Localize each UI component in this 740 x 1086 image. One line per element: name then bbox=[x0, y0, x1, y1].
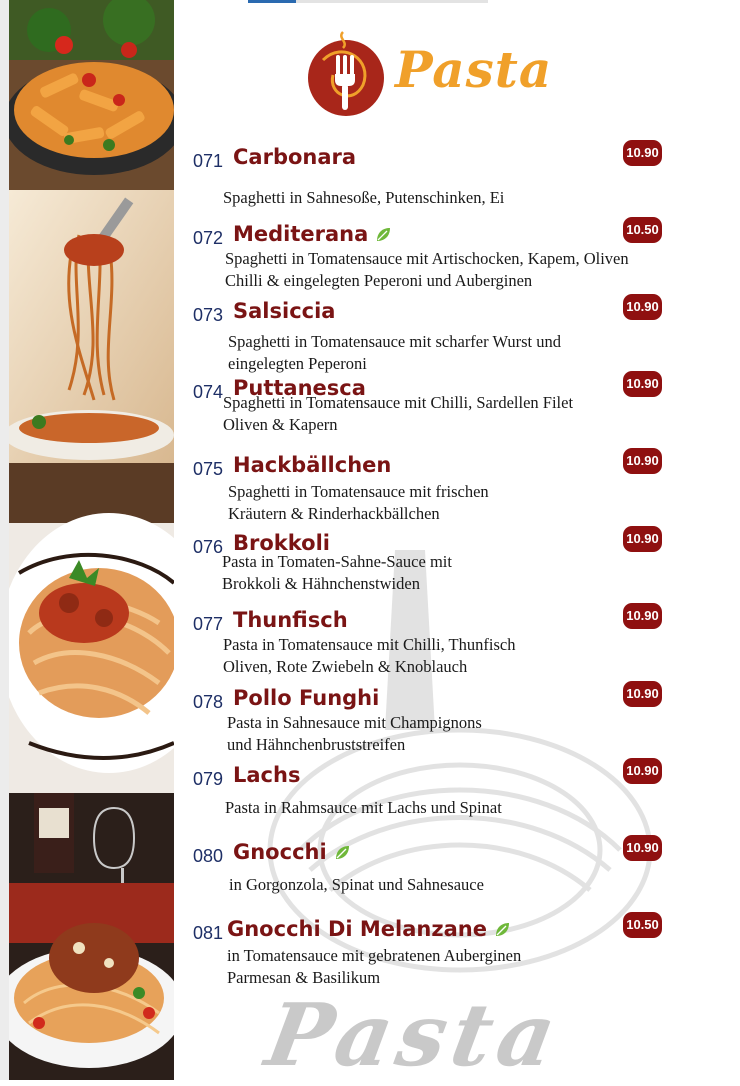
price-badge: 10.90 bbox=[623, 681, 662, 707]
price-badge: 10.50 bbox=[623, 912, 662, 938]
description-line: Pasta in Rahmsauce mit Lachs und Spinat bbox=[225, 798, 502, 817]
description-line: Pasta in Tomaten-Sahne-Sauce mit bbox=[222, 552, 452, 571]
description-line: eingelegten Peperoni bbox=[228, 354, 367, 373]
price-badge: 10.50 bbox=[623, 217, 662, 243]
menu-item bbox=[193, 686, 673, 754]
menu-item bbox=[193, 763, 673, 817]
item-name bbox=[233, 840, 351, 864]
price-badge: 10.90 bbox=[623, 140, 662, 166]
item-name-text: Brokkoli bbox=[233, 531, 330, 555]
item-name bbox=[233, 763, 300, 787]
item-name-text: Lachs bbox=[233, 763, 301, 787]
price-badge: 10.90 bbox=[623, 371, 662, 397]
item-number: 071 bbox=[193, 151, 224, 171]
price-badge: 10.90 bbox=[623, 448, 662, 474]
item-description bbox=[225, 797, 665, 819]
item-number: 080 bbox=[193, 846, 224, 866]
watermark-text: Pasta bbox=[259, 985, 569, 1086]
item-description bbox=[228, 481, 668, 525]
item-number: 076 bbox=[193, 537, 224, 557]
menu-header bbox=[303, 20, 573, 126]
item-number: 077 bbox=[193, 614, 224, 634]
item-name bbox=[227, 917, 511, 941]
item-number: 073 bbox=[193, 305, 224, 325]
item-name bbox=[233, 222, 392, 246]
description-line: Brokkoli & Hähnchenstwiden bbox=[222, 574, 420, 593]
menu-item bbox=[193, 840, 673, 894]
item-number: 072 bbox=[193, 228, 224, 248]
item-name bbox=[233, 453, 391, 477]
menu-item-header bbox=[193, 840, 673, 870]
tagliatelle-photo bbox=[9, 463, 174, 793]
leaf-icon bbox=[493, 921, 511, 939]
price-badge: 10.90 bbox=[623, 758, 662, 784]
menu-item bbox=[193, 299, 673, 373]
item-number: 079 bbox=[193, 769, 224, 789]
description-line: Oliven & Kapern bbox=[223, 415, 338, 434]
price-badge: 10.90 bbox=[623, 526, 662, 552]
menu-item-header bbox=[193, 917, 673, 947]
item-name bbox=[233, 145, 356, 169]
description-line: Spaghetti in Sahnesoße, Putenschinken, Ei bbox=[223, 188, 505, 207]
description-line: Oliven, Rote Zwiebeln & Knoblauch bbox=[223, 657, 468, 676]
description-line: Parmesan & Basilikum bbox=[227, 968, 381, 987]
page-title: Pasta bbox=[395, 40, 553, 99]
description-line: Kräutern & Rinderhackbällchen bbox=[228, 504, 440, 523]
item-description bbox=[223, 634, 663, 678]
description-line: in Gorgonzola, Spinat und Sahnesauce bbox=[229, 875, 484, 894]
description-line: Spaghetti in Tomatensauce mit Chilli, Sardellen Filet bbox=[223, 393, 574, 412]
description-line: Pasta in Sahnesauce mit Champignons bbox=[227, 713, 482, 732]
item-description bbox=[223, 392, 663, 436]
description-line: Spaghetti in Tomatensauce mit scharfer Wurst und bbox=[228, 332, 561, 351]
item-description bbox=[222, 551, 662, 595]
item-description bbox=[223, 187, 663, 209]
item-name-text: Thunfisch bbox=[233, 608, 348, 632]
item-number: 074 bbox=[193, 382, 224, 402]
menu-item bbox=[193, 222, 673, 290]
item-name bbox=[233, 608, 348, 632]
item-name-text: Puttanesca bbox=[233, 376, 366, 400]
description-line: Spaghetti in Tomatensauce mit Artischocken, Kapem, Oliven bbox=[225, 249, 629, 268]
spaghetti-fork-photo bbox=[9, 190, 174, 463]
leaf-icon bbox=[333, 844, 351, 862]
menu-item bbox=[193, 531, 673, 593]
description-line: Spaghetti in Tomatensauce mit frischen bbox=[228, 482, 489, 501]
item-description bbox=[229, 874, 669, 896]
menu-item-header bbox=[193, 453, 673, 483]
menu-item-header bbox=[193, 145, 673, 175]
item-name-text: Gnocchi Di Melanzane bbox=[227, 917, 487, 941]
item-name-text: Gnocchi bbox=[233, 840, 327, 864]
item-name-text: Pollo Funghi bbox=[233, 686, 380, 710]
page-edge bbox=[0, 0, 9, 1080]
menu-item bbox=[193, 608, 673, 676]
menu-item bbox=[193, 453, 673, 523]
item-description bbox=[228, 331, 668, 375]
item-name-text: Salsiccia bbox=[233, 299, 336, 323]
item-description bbox=[227, 712, 667, 756]
top-bar bbox=[248, 0, 488, 3]
item-number: 075 bbox=[193, 459, 224, 479]
pasta-fork-logo-icon bbox=[303, 30, 389, 116]
description-line: Pasta in Tomatensauce mit Chilli, Thunfisch bbox=[223, 635, 516, 654]
item-description bbox=[225, 248, 665, 292]
menu-item-header bbox=[193, 763, 673, 793]
item-name bbox=[233, 299, 335, 323]
item-name bbox=[233, 686, 379, 710]
penne-photo bbox=[9, 0, 174, 190]
description-line: und Hähnchenbruststreifen bbox=[227, 735, 406, 754]
menu-item bbox=[193, 917, 673, 987]
food-photo-strip bbox=[9, 0, 174, 1080]
item-name-text: Carbonara bbox=[233, 145, 357, 169]
leaf-icon bbox=[374, 226, 392, 244]
price-badge: 10.90 bbox=[623, 835, 662, 861]
spaghetti-bolognese-photo bbox=[9, 793, 174, 1080]
menu-item-header bbox=[193, 299, 673, 329]
item-name-text: Hackbällchen bbox=[233, 453, 392, 477]
item-description bbox=[227, 945, 667, 989]
description-line: Chilli & eingelegten Peperoni und Auberginen bbox=[225, 271, 533, 290]
description-line: in Tomatensauce mit gebratenen Auberginen bbox=[227, 946, 522, 965]
item-number: 078 bbox=[193, 692, 224, 712]
item-number: 081 bbox=[193, 923, 224, 943]
menu-item bbox=[193, 145, 673, 207]
item-name-text: Mediterana bbox=[233, 222, 369, 246]
price-badge: 10.90 bbox=[623, 603, 662, 629]
price-badge: 10.90 bbox=[623, 294, 662, 320]
menu-item bbox=[193, 376, 673, 434]
